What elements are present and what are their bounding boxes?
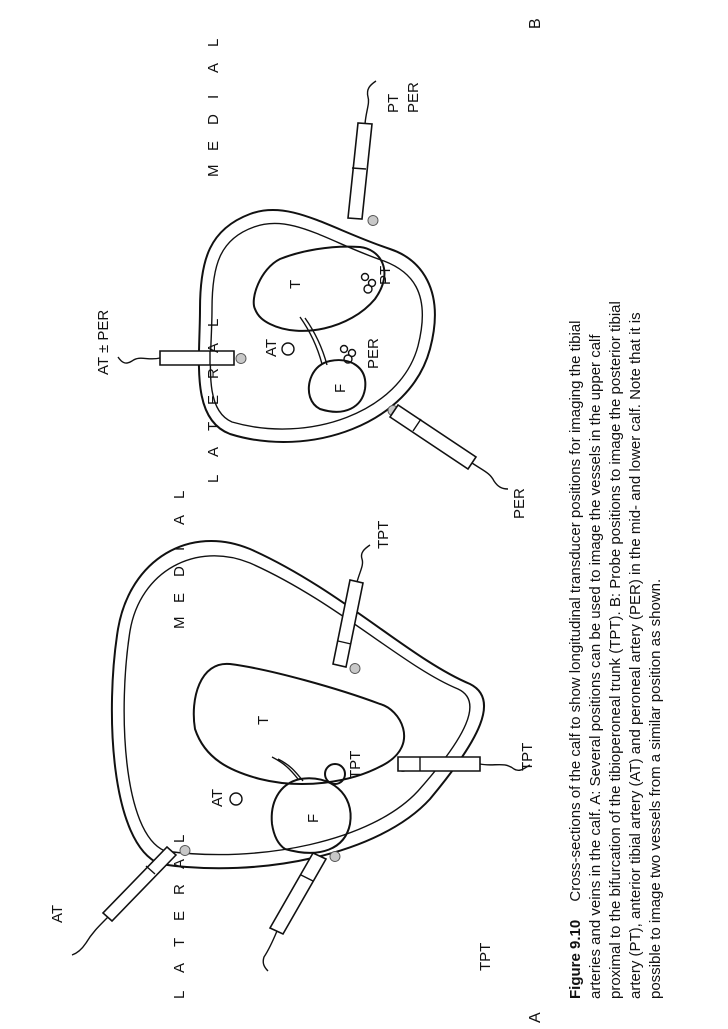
probe-tpt-medial-label-a: TPT <box>375 520 392 549</box>
tibia-b <box>254 247 385 331</box>
caption-text-1: Cross-sections of the calf to show longitudinal transducer positions for imaging the tibial <box>567 320 584 902</box>
svg-text:I: I <box>171 546 188 551</box>
probe-at-per-label-b: AT ± PER <box>95 309 112 375</box>
tibia-a <box>194 664 404 784</box>
interosseous-membrane-a <box>272 757 303 781</box>
probe-tpt-lateral-label-a: TPT <box>477 942 494 971</box>
interosseous-membrane-b <box>300 317 327 365</box>
svg-text:A: A <box>171 962 188 973</box>
svg-text:R: R <box>205 368 222 379</box>
per-vessel-label-b: PER <box>365 338 382 369</box>
svg-text:M: M <box>205 164 222 177</box>
caption-line-3: proximal to the bifurcation of the tibioperoneal trunk (TPT). B: Probe positions to image the posterior tibial <box>607 301 624 999</box>
svg-text:L: L <box>171 490 188 499</box>
svg-text:L: L <box>205 38 222 47</box>
pt-vessel-label-b: PT <box>377 265 394 285</box>
probe-at-per-b <box>118 351 246 365</box>
probe-pt-per-label-b: PER <box>405 82 422 113</box>
svg-text:T: T <box>205 421 222 431</box>
probe-pt-label-b: PT <box>385 93 402 113</box>
svg-text:E: E <box>171 910 188 921</box>
svg-text:E: E <box>171 592 188 603</box>
svg-text:A: A <box>205 446 222 457</box>
figure-caption <box>567 301 664 999</box>
svg-text:A: A <box>171 858 188 869</box>
probe-at-label-a: AT <box>49 904 66 923</box>
diagram-a <box>49 521 536 971</box>
probe-tpt-medial-a <box>333 545 370 673</box>
probe-tpt-posterior-a <box>398 757 530 772</box>
probe-per-b <box>388 405 508 489</box>
rotated-figure <box>49 18 664 1023</box>
svg-text:E: E <box>205 394 222 405</box>
at-vessel-a <box>230 793 242 805</box>
svg-text:I: I <box>205 94 222 99</box>
svg-text:A: A <box>205 342 222 353</box>
caption-line-4: artery (PT), anterior tibial artery (AT) and peroneal artery (PER) in the mid- and lower calf. Note that it is <box>627 312 644 999</box>
caption-line-5: possible to image two vessels from a similar position as shown. <box>647 578 664 999</box>
caption-line-2: arteries and veins in the calf. A: Several positions can be used to image the vessels in the upper calf <box>587 334 604 999</box>
probe-pt-b <box>348 81 378 225</box>
probe-per-label-b: PER <box>511 488 528 519</box>
tpt-vessel-label-a: TPT <box>347 750 364 779</box>
svg-text:D: D <box>205 114 222 125</box>
svg-text:L: L <box>171 834 188 843</box>
svg-text:R: R <box>171 884 188 895</box>
probe-tpt-lateral-a <box>263 852 340 972</box>
medial-label-b <box>205 39 222 177</box>
tibia-label-a: T <box>255 715 272 725</box>
svg-text:D: D <box>171 566 188 577</box>
svg-text:M: M <box>171 616 188 629</box>
svg-text:L: L <box>205 318 222 327</box>
pt-vessel-b <box>362 274 376 294</box>
calf-outline-b-inner <box>210 223 422 429</box>
panel-label-b: B <box>527 18 544 29</box>
diagram-b <box>95 81 528 519</box>
svg-text:L: L <box>171 990 188 999</box>
svg-text:A: A <box>205 62 222 73</box>
at-vessel-label-a: AT <box>209 788 226 807</box>
caption-number: Figure 9.10 <box>567 919 584 999</box>
tibia-label-b: T <box>287 279 304 289</box>
fibula-label-b: F <box>332 383 349 393</box>
lateral-label-a <box>171 835 188 999</box>
svg-text:T: T <box>171 937 188 947</box>
svg-text:E: E <box>205 140 222 151</box>
svg-text:A: A <box>171 514 188 525</box>
svg-text:L: L <box>205 474 222 483</box>
calf-outline-a-outer <box>112 541 484 868</box>
panel-label-a: A <box>527 1012 544 1023</box>
medial-label-a <box>171 491 188 629</box>
caption-line-1 <box>567 320 584 999</box>
fibula-label-a: F <box>305 813 322 823</box>
lateral-label-b <box>205 319 222 483</box>
at-vessel-b <box>282 343 294 355</box>
probe-tpt-posterior-label-a: TPT <box>519 742 536 771</box>
at-vessel-label-b: AT <box>263 338 280 357</box>
